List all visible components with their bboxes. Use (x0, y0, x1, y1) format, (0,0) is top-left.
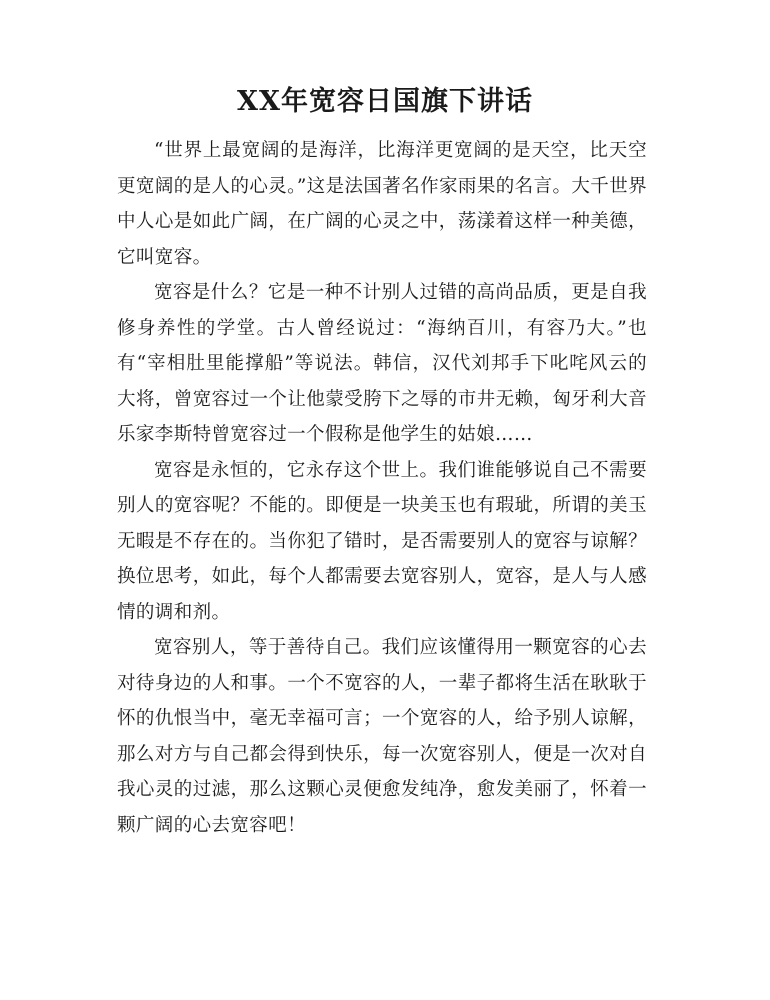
paragraph-3: 宽容是永恒的，它永存这个世上。我们谁能够说自己不需要别人的宽容呢？不能的。即便是一块美玉也有瑕玼，所谓的美玉无暇是不存在的。当你犯了错时，是否需要别人的宽容与谅解？换位思考，如此，每个人都需要去宽容别人，宽容，是人与人感情的调和剂。 (117, 459, 647, 623)
document-body (117, 133, 647, 843)
paragraph-1: “世界上最宽阔的是海洋，比海洋更宽阔的是天空，比天空更宽阔的是人的心灵。”这是法国著名作家雨果的名言。大千世界中人心是如此广阔，在广阔的心灵之中，荡漾着这样一种美德，它叫宽容。 (117, 140, 647, 268)
document-title: XX年宽容日国旗下讲话 (237, 86, 533, 117)
paragraph-4: 宽容别人，等于善待自己。我们应该懂得用一颗宽容的心去对待身边的人和事。一个不宽容的人，一辈子都将生活在耿耿于怀的仇恨当中，毫无幸福可言；一个宽容的人，给予别人谅解，那么对方与自己都会得到快乐，每一次宽容别人，便是一次对自我心灵的过滤，那么这颗心灵便愈发纯净，愈发美丽了，怀着一颗广阔的心去宽容吧！ (117, 637, 647, 836)
paragraph-2: 宽容是什么？它是一种不计别人过错的高尚品质，更是自我修身养性的学堂。古人曾经说过：“海纳百川，有容乃大。”也有“宰相肚里能撑船”等说法。韩信，汉代刘邦手下叱咤风云的大将，曾宽容过一个让他蒙受胯下之辱的市井无赖，匈牙利大音乐家李斯特曾宽容过一个假称是他学生的姑娘…… (117, 282, 647, 445)
